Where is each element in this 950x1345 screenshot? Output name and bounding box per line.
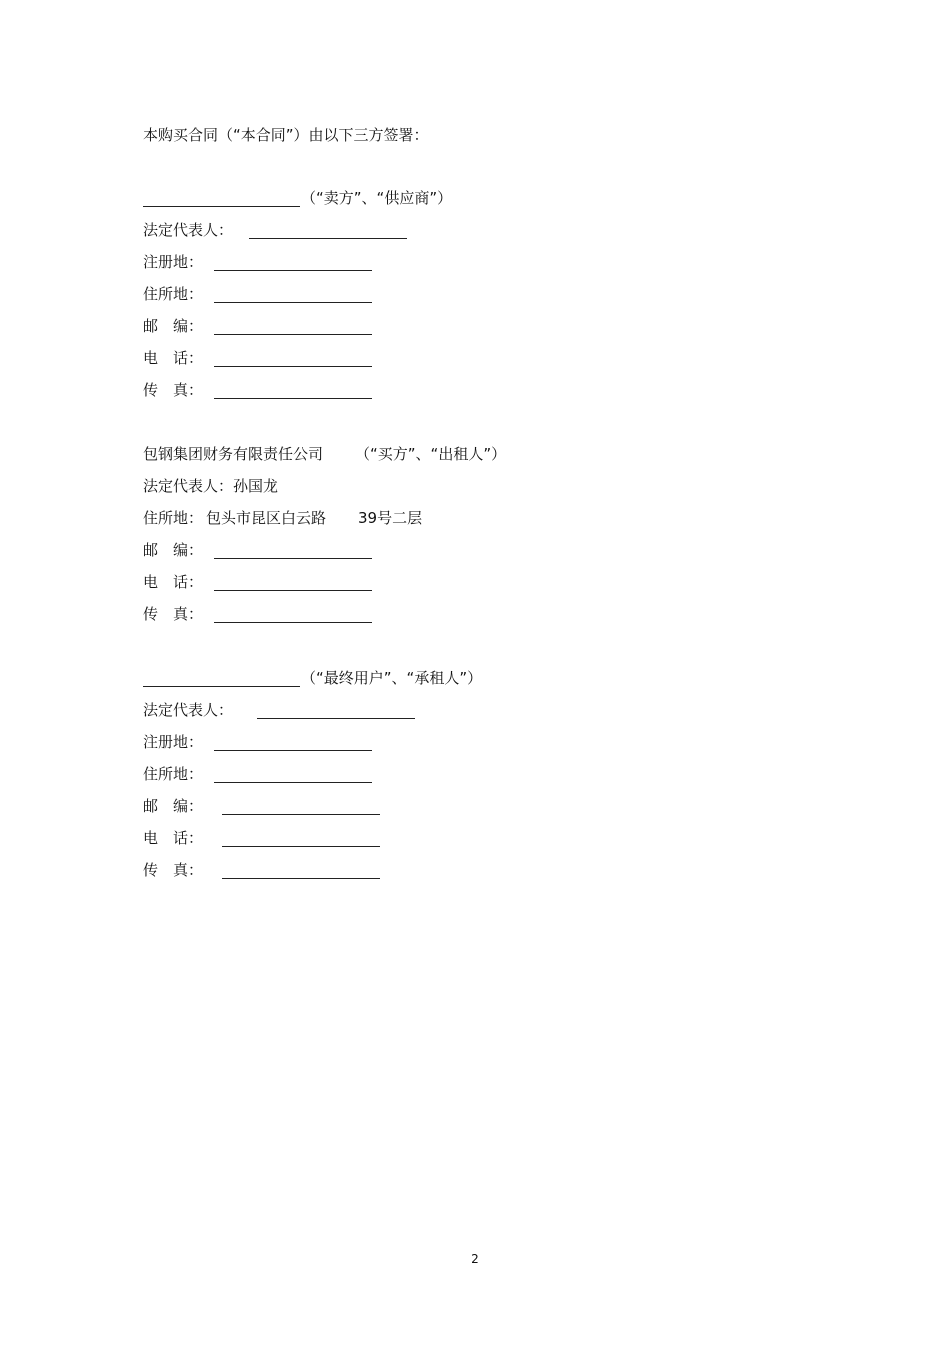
buyer-postcode-blank — [214, 538, 372, 559]
user-phone-label: 电 话： — [143, 829, 204, 847]
user-fax-label: 传 真： — [143, 861, 204, 879]
buyer-postcode-label: 邮 编： — [143, 541, 204, 559]
seller-phone-label: 电 话： — [143, 349, 204, 367]
buyer-legal-rep: 法定代表人：孙国龙 — [143, 477, 279, 495]
user-name-blank — [143, 666, 300, 687]
seller-postcode-label: 邮 编： — [143, 317, 204, 335]
seller-postcode-blank — [214, 314, 372, 335]
seller-address-label: 住所地： — [143, 285, 204, 303]
user-reg-addr-blank — [214, 730, 372, 751]
buyer-fax-blank — [214, 602, 372, 623]
buyer-address-label: 住所地： — [143, 509, 204, 527]
buyer-phone-label: 电 话： — [143, 573, 204, 591]
buyer-address-number: 39号二层 — [358, 509, 423, 527]
buyer-role: （“买方”、“出租人”） — [355, 445, 507, 463]
buyer-fax-label: 传 真： — [143, 605, 204, 623]
seller-reg-addr-label: 注册地： — [143, 253, 204, 271]
seller-name-blank — [143, 186, 300, 207]
user-phone-blank — [222, 826, 380, 847]
seller-role: （“卖方”、“供应商”） — [301, 189, 453, 207]
user-legal-rep-blank — [257, 698, 415, 719]
buyer-phone-blank — [214, 570, 372, 591]
seller-phone-blank — [214, 346, 372, 367]
seller-fax-label: 传 真： — [143, 381, 204, 399]
buyer-company: 包钢集团财务有限责任公司 — [143, 445, 324, 463]
user-role: （“最终用户”、“承租人”） — [301, 669, 483, 687]
user-reg-addr-label: 注册地： — [143, 733, 204, 751]
buyer-address-value: 包头市昆区白云路 — [206, 509, 327, 527]
user-postcode-label: 邮 编： — [143, 797, 204, 815]
user-fax-blank — [222, 858, 380, 879]
user-legal-rep-label: 法定代表人： — [143, 701, 234, 719]
seller-fax-blank — [214, 378, 372, 399]
page-number: 2 — [471, 1252, 479, 1266]
seller-legal-rep-blank — [249, 218, 407, 239]
intro-text: 本购买合同（“本合同”）由以下三方签署： — [143, 126, 429, 144]
user-address-blank — [214, 762, 372, 783]
user-address-label: 住所地： — [143, 765, 204, 783]
seller-legal-rep-label: 法定代表人： — [143, 221, 234, 239]
seller-reg-addr-blank — [214, 250, 372, 271]
user-postcode-blank — [222, 794, 380, 815]
seller-address-blank — [214, 282, 372, 303]
